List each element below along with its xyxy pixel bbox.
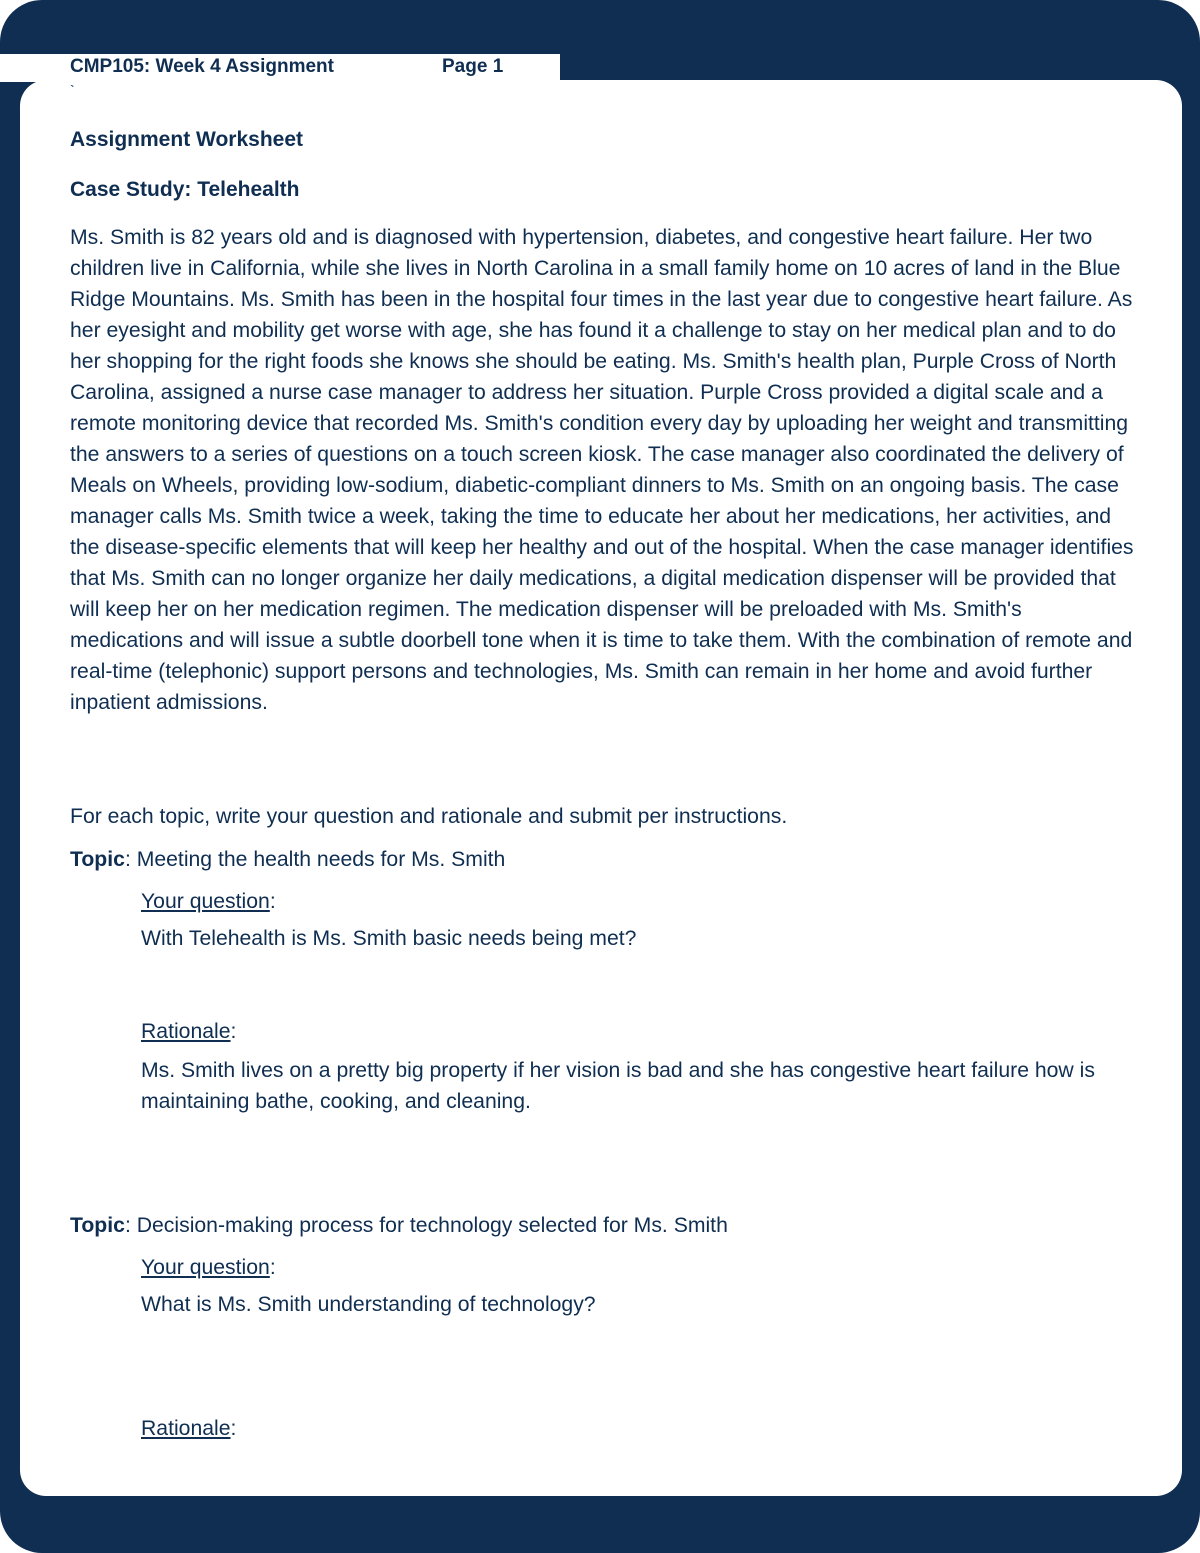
topic-2	[70, 1210, 728, 1241]
label-colon: :	[230, 1417, 237, 1440]
topic-2-rationale-label	[141, 1413, 236, 1444]
worksheet-title: Assignment Worksheet	[70, 128, 303, 151]
topic-1	[70, 844, 505, 875]
topic-label: Topic	[70, 848, 125, 871]
topic-2-text: : Decision-making process for technology selected for Ms. Smith	[124, 1214, 728, 1237]
instructions-text: For each topic, write your question and rationale and submit per instructions.	[70, 805, 788, 828]
page-number: Page 1	[442, 56, 504, 77]
label-colon: :	[269, 890, 276, 913]
topic-2-question: What is Ms. Smith understanding of technology?	[141, 1293, 596, 1316]
worksheet-page	[20, 80, 1182, 1496]
stray-mark: `	[70, 82, 75, 98]
question-label: Your question	[141, 890, 270, 913]
rationale-label: Rationale	[141, 1020, 231, 1043]
topic-2-question-label	[141, 1252, 276, 1283]
document-title: CMP105: Week 4 Assignment	[70, 56, 334, 77]
label-colon: :	[230, 1020, 237, 1043]
label-colon: :	[269, 1256, 276, 1279]
topic-1-question: With Telehealth is Ms. Smith basic needs being met?	[141, 927, 637, 950]
case-study-text: Ms. Smith is 82 years old and is diagnosed with hypertension, diabetes, and congestive heart failure. Her two children live in California, while she lives in North Carolina in a small family home on 10 acres of land in the Blue Ridge Mountains. Ms. Smith has been in the hospital four times in the last year due to congestive heart failure. As her eyesight and mobility get worse with age, she has found it a challenge to stay on her medical plan and to do her shopping for the right foods she knows she should be eating. Ms. Smith's health plan, Purple Cross of North Carolina, assigned a nurse case manager to address her situation. Purple Cross provided a digital scale and a remote monitoring device that recorded Ms. Smith's condition every day by uploading her weight and transmitting the answers to a series of questions on a touch screen kiosk. The case manager also coordinated the delivery of Meals on Wheels, providing low-sodium, diabetic-compliant dinners to Ms. Smith on an ongoing basis. The case manager calls Ms. Smith twice a week, taking the time to educate her about her medications, her activities, and the disease-specific elements that will keep her healthy and out of the hospital. When the case manager identifies that Ms. Smith can no longer organize her daily medications, a digital medication dispenser will be provided that will keep her on her medication regimen. The medication dispenser will be preloaded with Ms. Smith's medications and will issue a subtle doorbell tone when it is time to take them. With the combination of remote and real-time (telephonic) support persons and technologies, Ms. Smith can remain in her home and avoid further inpatient admissions.	[70, 226, 1134, 714]
topic-1-question-label	[141, 886, 276, 917]
rationale-label: Rationale	[141, 1417, 231, 1440]
topic-1-rationale-label	[141, 1016, 236, 1047]
topic-1-text: : Meeting the health needs for Ms. Smith	[124, 848, 506, 871]
case-study-title: Case Study: Telehealth	[70, 178, 300, 201]
topic-1-rationale: Ms. Smith lives on a pretty big property if her vision is bad and she has congestive heart failure how is maintaining bathe, cooking, and cleaning.	[141, 1059, 1095, 1113]
topic-label: Topic	[70, 1214, 125, 1237]
question-label: Your question	[141, 1256, 270, 1279]
